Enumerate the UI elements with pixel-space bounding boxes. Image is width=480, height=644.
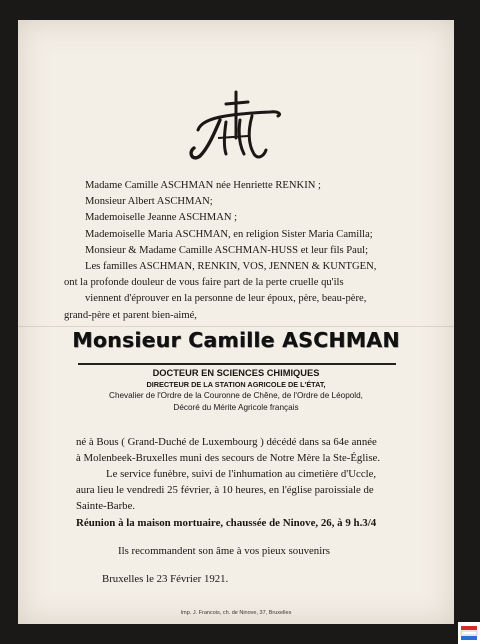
- body-line: né à Bous ( Grand-Duché de Luxembourg ) décédé dans sa 64e année: [76, 436, 377, 448]
- family-announcement: [64, 178, 436, 324]
- mourning-card: [18, 20, 454, 624]
- service-details: [76, 434, 428, 514]
- title-line: Décoré du Mérite Agricole français: [173, 403, 299, 412]
- family-line: Mademoiselle Jeanne ASCHMAN ;: [85, 212, 238, 224]
- body-line: aura lieu le vendredi 25 février, à 10 heures, en l'église paroissiale de: [76, 484, 374, 496]
- family-line: viennent d'éprouver en la personne de leur époux, père, beau-père,: [85, 293, 367, 305]
- date-line: Bruxelles le 23 Février 1921.: [102, 573, 229, 585]
- deceased-titles: [18, 367, 454, 414]
- title-line: DOCTEUR EN SCIENCES CHIMIQUES: [152, 368, 320, 378]
- family-line: grand-père et parent bien-aimé,: [64, 309, 197, 321]
- paper-fold: [18, 326, 454, 327]
- body-line: à Molenbeek-Bruxelles muni des secours de Notre Mère la Ste-Église.: [76, 452, 381, 464]
- title-line: Chevalier de l'Ordre de la Couronne de Chêne, de l'Ordre de Léopold,: [109, 391, 363, 400]
- family-line: Mademoiselle Maria ASCHMAN, en religion Sister Maria Camilla;: [85, 228, 373, 240]
- family-line: Madame Camille ASCHMAN née Henriette RENKIN ;: [85, 180, 321, 191]
- monogram-logo: [178, 90, 298, 180]
- title-line: DIRECTEUR DE LA STATION AGRICOLE DE L'ÉTAT,: [146, 380, 326, 389]
- deceased-name: Monsieur Camille ASCHMAN: [72, 328, 400, 352]
- family-line: Monsieur & Madame Camille ASCHMAN-HUSS et leur fils Paul;: [85, 244, 369, 256]
- family-line: Les familles ASCHMAN, RENKIN, VOS, JENNEN & KUNTGEN,: [85, 261, 377, 273]
- reunion-notice: Réunion à la maison mortuaire, chaussée de Ninove, 26, à 9 h.3/4: [76, 517, 377, 529]
- body-line: Le service funèbre, suivi de l'inhumation au cimetière d'Uccle,: [106, 468, 377, 480]
- recommendation-line: Ils recommandent son âme à vos pieux souvenirs: [118, 545, 330, 557]
- family-line: ont la profonde douleur de vous faire part de la perte cruelle qu'ils: [64, 277, 344, 289]
- printer-imprint: Imp. J. Francois, ch. de Ninove, 37, Bruxelles: [180, 610, 292, 616]
- family-line: Monsieur Albert ASCHMAN;: [85, 196, 213, 208]
- body-line: Sainte-Barbe.: [76, 500, 136, 512]
- luxembourg-flag-icon: [458, 622, 480, 644]
- divider: [78, 363, 396, 365]
